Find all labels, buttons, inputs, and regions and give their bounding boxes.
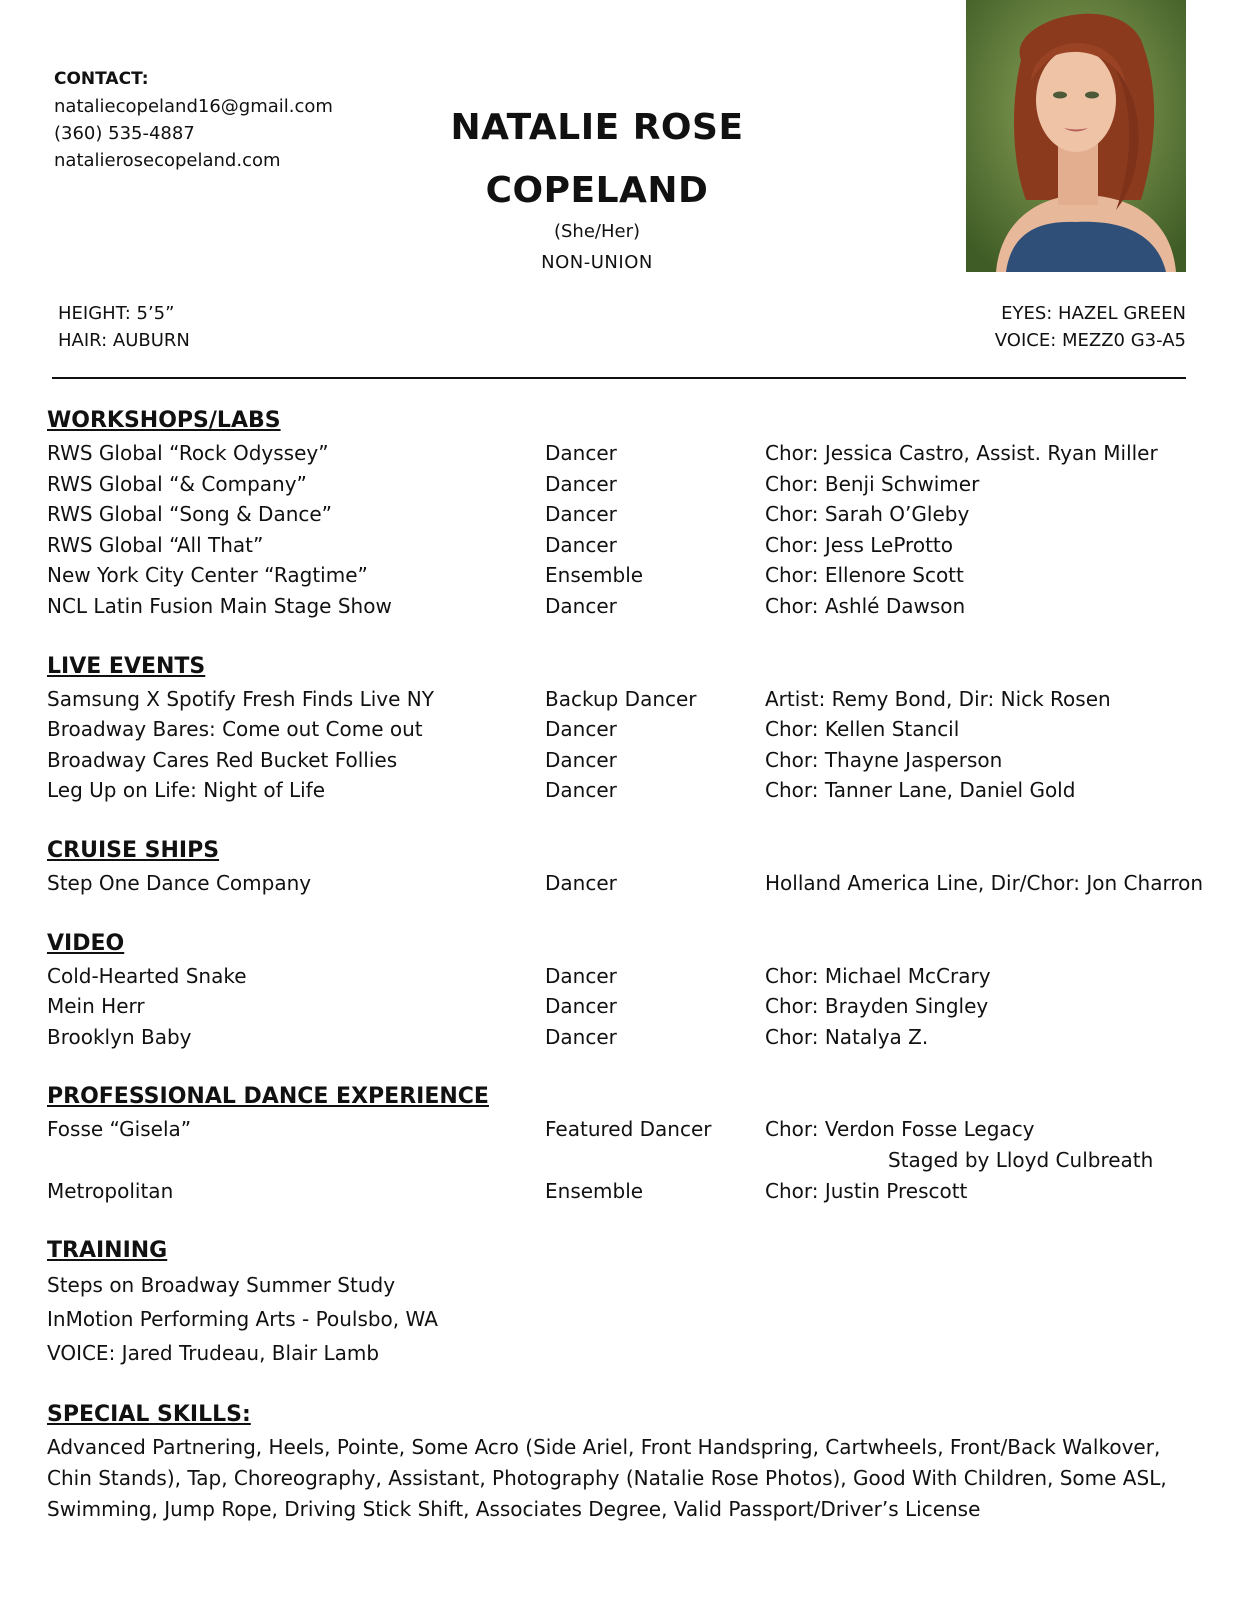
section-title-video: VIDEO — [47, 930, 125, 956]
stats-left — [58, 300, 190, 354]
table-row — [47, 961, 1207, 992]
table-row — [47, 499, 1207, 530]
header-divider — [52, 377, 1186, 379]
table-row — [47, 1114, 1207, 1145]
table-row — [47, 438, 1207, 469]
credit-show: RWS Global “Song & Dance” — [47, 502, 333, 527]
table-row — [47, 530, 1207, 561]
table-row — [47, 1022, 1207, 1053]
table-row — [47, 745, 1207, 776]
pronouns: (She/Her) — [553, 221, 641, 242]
table-row — [47, 591, 1207, 622]
name-line-2: COPELAND — [485, 170, 709, 211]
credit-detail: Holland America Line, Dir/Chor: Jon Charron — [765, 870, 1204, 895]
actor-name — [400, 96, 794, 222]
credit-show: Mein Herr — [47, 994, 145, 1019]
credit-show: Leg Up on Life: Night of Life — [47, 778, 326, 803]
section-title-live-events: LIVE EVENTS — [47, 653, 206, 679]
table-row — [47, 469, 1207, 500]
credit-show: Step One Dance Company — [47, 870, 312, 895]
stat-height: HEIGHT: 5’5” — [58, 303, 175, 324]
stat-eyes: EYES: HAZEL GREEN — [1001, 303, 1186, 324]
section-title-workshops: WORKSHOPS/LABS — [47, 408, 281, 433]
credit-detail-sub: Staged by Lloyd Culbreath — [888, 1147, 1154, 1172]
credit-show: RWS Global “All That” — [47, 532, 264, 557]
credit-role: Backup Dancer — [545, 686, 697, 711]
contact-phone: (360) 535-4887 — [54, 123, 195, 144]
credit-show: Fosse “Gisela” — [47, 1117, 192, 1142]
stats-right — [995, 300, 1186, 354]
credit-detail: Artist: Remy Bond, Dir: Nick Rosen — [765, 686, 1111, 711]
contact-website: natalierosecopeland.com — [54, 150, 281, 171]
contact-block — [54, 66, 333, 174]
stat-voice: VOICE: MEZZ0 G3-A5 — [994, 330, 1186, 351]
table-row — [47, 868, 1207, 899]
credit-detail: Chor: Ellenore Scott — [765, 563, 964, 588]
credit-detail: Chor: Justin Prescott — [765, 1178, 968, 1203]
section-title-cruise-ships: CRUISE SHIPS — [47, 837, 220, 863]
credit-detail: Chor: Tanner Lane, Daniel Gold — [765, 778, 1076, 803]
credit-show: Broadway Bares: Come out Come out — [47, 717, 423, 742]
credit-detail: Chor: Kellen Stancil — [765, 717, 960, 742]
contact-email: nataliecopeland16@gmail.com — [54, 96, 333, 117]
list-item: InMotion Performing Arts - Poulsbo, WA — [47, 1307, 438, 1332]
headshot-photo — [966, 0, 1186, 272]
credit-role: Dancer — [545, 717, 617, 742]
credit-detail: Chor: Benji Schwimer — [765, 471, 980, 496]
table-row — [47, 714, 1207, 745]
table-row — [47, 1176, 1207, 1207]
credit-role: Dancer — [545, 471, 617, 496]
credit-detail: Chor: Sarah O’Gleby — [765, 502, 970, 527]
list-item: VOICE: Jared Trudeau, Blair Lamb — [47, 1341, 380, 1366]
credit-show: Cold-Hearted Snake — [47, 963, 247, 988]
credit-detail: Chor: Verdon Fosse Legacy — [765, 1117, 1035, 1142]
credit-show: NCL Latin Fusion Main Stage Show — [47, 593, 392, 618]
credit-role: Dancer — [545, 502, 617, 527]
credit-show: New York City Center “Ragtime” — [47, 563, 368, 588]
credit-role: Dancer — [545, 532, 617, 557]
table-row-sub — [47, 1145, 1207, 1176]
credit-show: Samsung X Spotify Fresh Finds Live NY — [47, 686, 434, 711]
credit-role: Dancer — [545, 593, 617, 618]
resume-body — [47, 404, 1207, 1525]
credit-show: RWS Global “& Company” — [47, 471, 307, 496]
section-title-training: TRAINING — [47, 1238, 168, 1264]
credit-detail: Chor: Ashlé Dawson — [765, 593, 966, 618]
credit-detail: Chor: Michael McCrary — [765, 963, 991, 988]
section-title-professional: PROFESSIONAL DANCE EXPERIENCE — [47, 1084, 489, 1110]
credit-detail: Chor: Brayden Singley — [765, 994, 989, 1019]
credit-role: Ensemble — [545, 563, 644, 588]
contact-label: CONTACT: — [54, 69, 149, 89]
union-status: NON-UNION — [541, 252, 653, 273]
table-row — [47, 775, 1207, 806]
headshot-illustration — [966, 0, 1186, 272]
special-skills-text: Advanced Partnering, Heels, Pointe, Some Acro (Side Ariel, Front Handspring, Cartwheels, Front/Back Walkover, Chin Stands), Tap, Choreography, Assistant, Photography (Natalie Rose Photos), Good With Children, Some ASL, Swimming, Jump Rope, Driving Stick Shift, Associates Degree, Valid Passport/Driver’s License — [47, 1435, 1167, 1522]
table-row — [47, 560, 1207, 591]
credit-show: Broadway Cares Red Bucket Follies — [47, 747, 398, 772]
name-line-1: NATALIE ROSE — [450, 107, 744, 148]
table-row — [47, 991, 1207, 1022]
list-item: Steps on Broadway Summer Study — [47, 1273, 396, 1298]
credit-detail: Chor: Jess LeProtto — [765, 532, 953, 557]
credit-role: Dancer — [545, 747, 617, 772]
credit-role: Featured Dancer — [545, 1117, 712, 1142]
credit-detail: Chor: Jessica Castro, Assist. Ryan Miller — [765, 441, 1158, 465]
credit-show: Brooklyn Baby — [47, 1024, 192, 1049]
section-title-special-skills: SPECIAL SKILLS: — [47, 1402, 251, 1428]
credit-role: Dancer — [545, 1024, 617, 1049]
table-row — [47, 684, 1207, 715]
credit-role: Dancer — [545, 870, 617, 895]
credit-detail: Chor: Thayne Jasperson — [765, 747, 1003, 772]
credit-role: Dancer — [545, 441, 617, 465]
credit-role: Dancer — [545, 963, 617, 988]
stat-hair: HAIR: AUBURN — [58, 330, 190, 351]
credit-role: Dancer — [545, 994, 617, 1019]
credit-show: RWS Global “Rock Odyssey” — [47, 441, 329, 465]
credit-show: Metropolitan — [47, 1178, 174, 1203]
credit-role: Ensemble — [545, 1178, 644, 1203]
credit-detail: Chor: Natalya Z. — [765, 1024, 929, 1049]
credit-role: Dancer — [545, 778, 617, 803]
